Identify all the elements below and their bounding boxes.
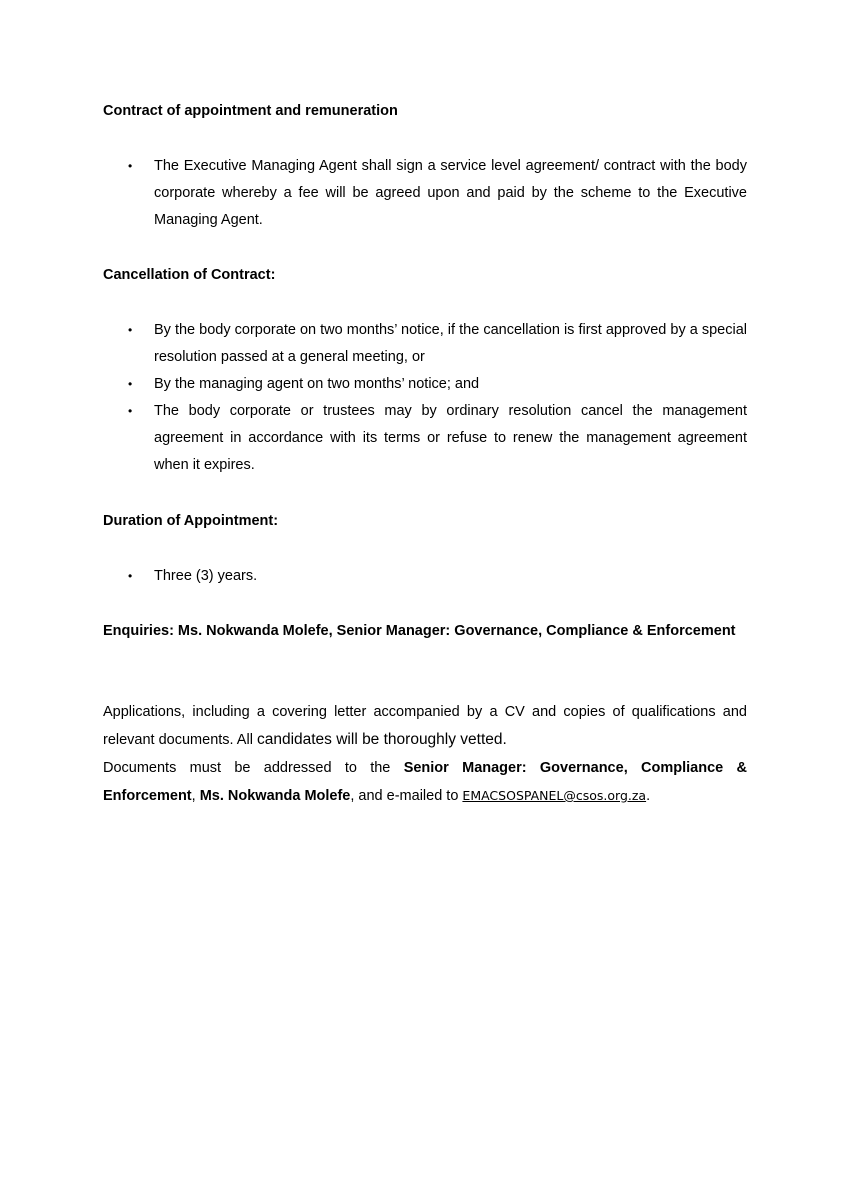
section-heading-duration: Duration of Appointment: [103, 513, 279, 529]
documents-end: . [646, 788, 651, 804]
applications-text: Applications, including a covering letter accompanied by a CV and copies of qualifications and relevant documents. All [103, 704, 747, 748]
contact-name: Ms. Nokwanda Molefe [199, 788, 351, 804]
documents-suffix: , and e-mailed to [350, 788, 463, 804]
bullet-icon: • [128, 323, 133, 337]
bullet-icon: • [128, 404, 133, 418]
contract-bullet-list [103, 153, 747, 234]
section-heading-cancellation: Cancellation of Contract: [103, 267, 276, 283]
vetting-text: candidates will be thoroughly vetted. [256, 731, 507, 748]
list-item [103, 371, 747, 398]
bullet-text: Three (3) years. [154, 568, 258, 584]
bullet-text: By the body corporate on two months’ notice, if the cancellation is first approved by a special resolution passed at a general meeting, or [154, 322, 747, 365]
bullet-text: The Executive Managing Agent shall sign a service level agreement/ contract with the body corporate whereby a fee will be agreed upon and paid by the scheme to the Executive Managing Agent. [154, 158, 747, 228]
enquiries-paragraph: Enquiries: Ms. Nokwanda Molefe, Senior Manager: Governance, Compliance & Enforcement [103, 623, 736, 639]
bullet-icon: • [128, 569, 133, 583]
bullet-text: The body corporate or trustees may by ordinary resolution cancel the management agreement in accordance with its terms or refuse to renew the management agreement when it expires. [154, 403, 747, 473]
list-item [103, 563, 747, 590]
duration-bullet-list [103, 563, 747, 590]
email-link[interactable]: EMACSOSPANEL@csos.org.za [462, 788, 647, 803]
list-item [103, 153, 747, 234]
applications-paragraph [103, 699, 747, 754]
documents-comma: , [191, 788, 200, 804]
bullet-text: By the managing agent on two months’ notice; and [154, 376, 480, 392]
section-heading-contract: Contract of appointment and remuneration [103, 103, 398, 119]
list-item [103, 398, 747, 479]
documents-paragraph [103, 755, 747, 810]
bullet-icon: • [128, 377, 133, 391]
documents-prefix: Documents must be addressed to the [103, 760, 404, 776]
list-item [103, 317, 747, 371]
bullet-icon: • [128, 159, 133, 173]
cancellation-bullet-list [103, 317, 747, 479]
contact-role: Senior Manager: Governance, Compliance & Enforcement [103, 760, 747, 804]
